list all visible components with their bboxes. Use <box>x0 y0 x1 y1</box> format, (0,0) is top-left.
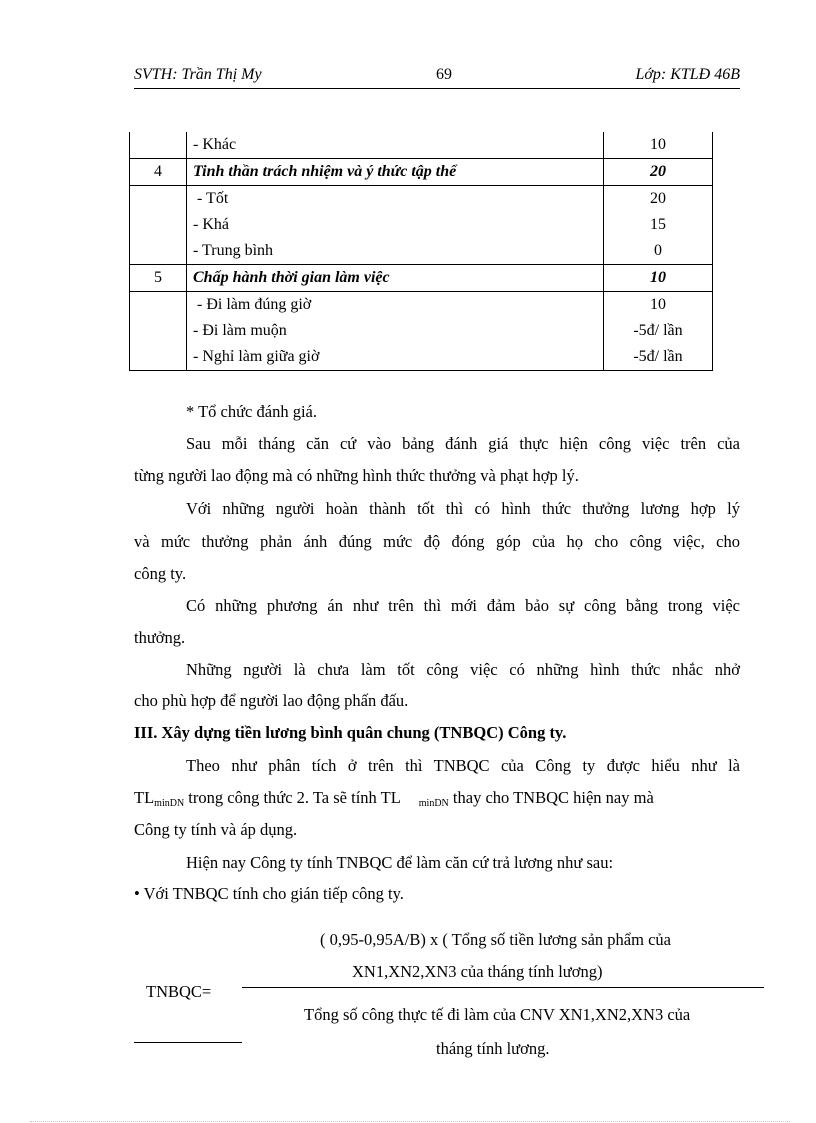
row-score: -5đ/ lần <box>604 318 713 344</box>
table-row <box>130 292 713 319</box>
bullet-item <box>134 884 404 904</box>
row-criterion: Tinh thần trách nhiệm và ý thức tập thể <box>187 159 604 186</box>
paragraph-line: Có những phương án như trên thì mới đảm bảo sự công bằng trong việc <box>186 596 740 615</box>
tl-symbol: TL <box>134 788 155 807</box>
paragraph-line: từng người lao động mà có những hình thức thưởng và phạt hợp lý. <box>134 466 579 485</box>
paragraph-line: Sau mỗi tháng căn cứ vào bảng đánh giá thực hiện công việc trên của <box>186 434 740 453</box>
page-edge-dots <box>30 1121 790 1122</box>
header-student: SVTH: Trần Thị My <box>134 66 262 83</box>
table-row <box>130 344 713 371</box>
formula-lhs: TNBQC= <box>146 982 212 1001</box>
row-score: 15 <box>604 212 713 238</box>
paragraph-line: và mức thưởng phản ánh đúng mức độ đóng góp của họ cho công việc, cho <box>134 532 740 551</box>
paragraph-line: Hiện nay Công ty tính TNBQC để làm căn cứ trả lương như sau: <box>186 853 614 872</box>
formula-denominator-line1: Tổng số công thực tế đi làm của CNV XN1,XN2,XN3 của <box>304 1005 691 1024</box>
paragraph-line: Với những người hoàn thành tốt thì có hình thức thưởng lương hợp lý <box>186 499 740 518</box>
header-rule <box>134 88 740 89</box>
row-number <box>130 238 187 265</box>
paragraph-line: Công ty tính và áp dụng. <box>134 820 298 839</box>
row-score: 10 <box>604 265 713 292</box>
row-score: 10 <box>604 132 713 159</box>
paragraph-evaluation-org: * Tổ chức đánh giá. <box>186 402 317 421</box>
formula-numerator-line1: ( 0,95-0,95A/B) x ( Tổng số tiền lương sản phẩm của <box>320 930 671 949</box>
row-criterion: - Đi làm đúng giờ <box>187 292 604 319</box>
row-criterion: - Nghỉ làm giữa giờ <box>187 344 604 371</box>
section-heading: III. Xây dựng tiền lương bình quân chung (TNBQC) Công ty. <box>134 723 567 742</box>
paragraph-line: Những người là chưa làm tốt công việc có những hình thức nhắc nhở <box>186 660 740 679</box>
row-criterion: - Trung bình <box>187 238 604 265</box>
header-class: Lớp: KTLĐ 46B <box>635 66 740 83</box>
fraction-bar <box>242 987 764 988</box>
row-number <box>130 186 187 213</box>
row-criterion: - Khá <box>187 212 604 238</box>
paragraph-line: thưởng. <box>134 628 186 647</box>
row-score: 20 <box>604 159 713 186</box>
table-row <box>130 238 713 265</box>
formula-numerator-line2: XN1,XN2,XN3 của tháng tính lương) <box>352 962 603 981</box>
table-row <box>130 159 713 186</box>
row-criterion: Chấp hành thời gian làm việc <box>187 265 604 292</box>
row-number: 4 <box>130 159 187 186</box>
row-criterion: - Khác <box>187 132 604 159</box>
row-number: 5 <box>130 265 187 292</box>
paragraph-line: cho phù hợp để người lao động phấn đấu. <box>134 691 409 710</box>
row-criterion: - Đi làm muộn <box>187 318 604 344</box>
bullet-icon: • <box>134 884 140 903</box>
paragraph-fragment: trong công thức 2. Ta sẽ tính TL <box>184 788 401 807</box>
page-number: 69 <box>436 66 452 83</box>
paragraph-fragment: thay cho TNBQC hiện nay mà <box>448 788 654 807</box>
underline-rule <box>134 1042 242 1043</box>
paragraph-line <box>134 788 654 814</box>
row-number <box>130 212 187 238</box>
table-row <box>130 132 713 159</box>
row-number <box>130 292 187 319</box>
formula-denominator-line2: tháng tính lương. <box>436 1039 550 1058</box>
row-score: -5đ/ lần <box>604 344 713 371</box>
table-row <box>130 265 713 292</box>
subscript-mindn: minDN <box>418 798 449 809</box>
table-row <box>130 186 713 213</box>
row-number <box>130 318 187 344</box>
row-score: 20 <box>604 186 713 213</box>
page-header <box>134 66 740 86</box>
row-score: 10 <box>604 292 713 319</box>
row-number <box>130 344 187 371</box>
subscript-mindn: minDN <box>154 798 185 809</box>
row-number <box>130 132 187 159</box>
bullet-text: Với TNBQC tính cho gián tiếp công ty. <box>143 884 404 903</box>
row-criterion: - Tốt <box>187 186 604 213</box>
table-row <box>130 212 713 238</box>
row-score: 0 <box>604 238 713 265</box>
evaluation-table <box>129 132 713 371</box>
table-row <box>130 318 713 344</box>
paragraph-line: công ty. <box>134 564 187 583</box>
paragraph-line: Theo như phân tích ở trên thì TNBQC của Công ty được hiểu như là <box>186 756 740 775</box>
